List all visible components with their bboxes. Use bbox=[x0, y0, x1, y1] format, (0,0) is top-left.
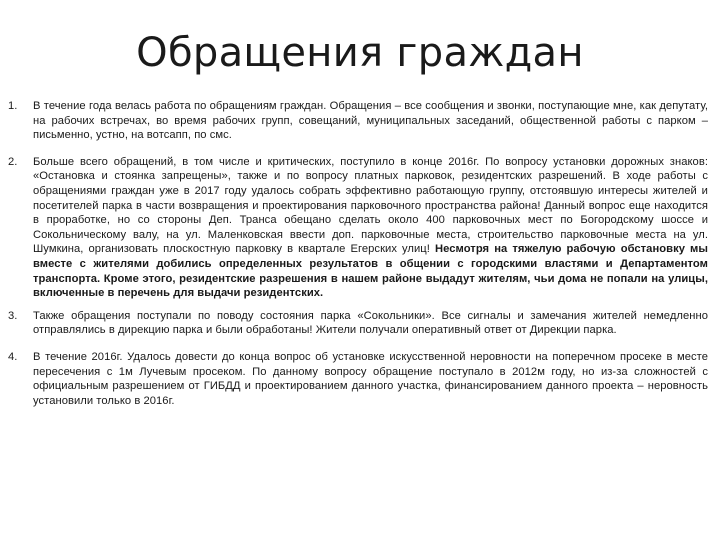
appeals-list bbox=[8, 99, 708, 420]
list-item-text: В течение года велась работа по обращениям граждан. Обращения – все сообщения и звонки, поступающие мне, как депутату, на рабочих встречах, во время рабочих групп, совещаний, муниципальных заседаний, общественной работы с парком – письменно, устно, на вотсапп, по смс. bbox=[33, 100, 708, 142]
list-item-number: 3. bbox=[8, 309, 18, 322]
list-item bbox=[8, 309, 708, 338]
list-item bbox=[8, 350, 708, 408]
list-item-number: 4. bbox=[8, 350, 18, 363]
list-item-text: Больше всего обращений, в том числе и критических, поступило в конце 2016г. По вопросу установки дорожных знаков: «Остановка и стоянка запрещены», также и по вопросу платных парковок, резидентских разрешений. В ходе работы с обращениями граждан уже в 2017 году удалось собрать эффективно работающую группу, отстоявшую интересы жителей и посетителей парка в части возвращения и проектирования парковочного пространства района! Данный вопрос еще находится в проработке, но со стороны Деп. Транса обещано сделать около 400 парковочных мест по Богородскому шоссе и Сокольническому валу, на ул. Маленковская ввести доп. парковочные места, строительство парковочные места на ул. Шумкина, организовать плоскостную парковку в квартале Егерских улиц! bbox=[33, 155, 708, 256]
list-item-number: 1. bbox=[8, 100, 18, 112]
list-item bbox=[8, 155, 708, 301]
list-item-bold-text: Несмотря на тяжелую рабочую обстановку мы вместе с жителями добились определенных результатов в общении с городскими властями и Департаментом транспорта. Кроме этого, резидентские разрешения в нашем районе выдадут жителям, чьи дома не попали на улицы, включенные в перечень для выдачи резидентских. bbox=[33, 243, 708, 300]
list-item-text-container bbox=[33, 155, 708, 301]
list-item bbox=[8, 99, 708, 143]
slide-title: Обращения граждан bbox=[136, 30, 584, 76]
list-item-text: Также обращения поступали по поводу состояния парка «Сокольники». Все сигналы и замечания жителей немедленно отправлялись в дирекцию парка и были обработаны! Жители получали оперативный ответ от Дирекции парка. bbox=[33, 309, 708, 337]
list-item-number: 2. bbox=[8, 155, 18, 168]
list-item-text: В течение 2016г. Удалось довести до конца вопрос об установке искусственной неровности на поперечном просеке в месте пересечения с 1м Лучевым просеком. По данному вопросу обращение поступало в 2012м году, но из-за сложностей с официальным разрешением от ГИБДД и проектированием данного участка, финансированием данного проекта – неровность установили только в 2016г. bbox=[33, 350, 708, 407]
